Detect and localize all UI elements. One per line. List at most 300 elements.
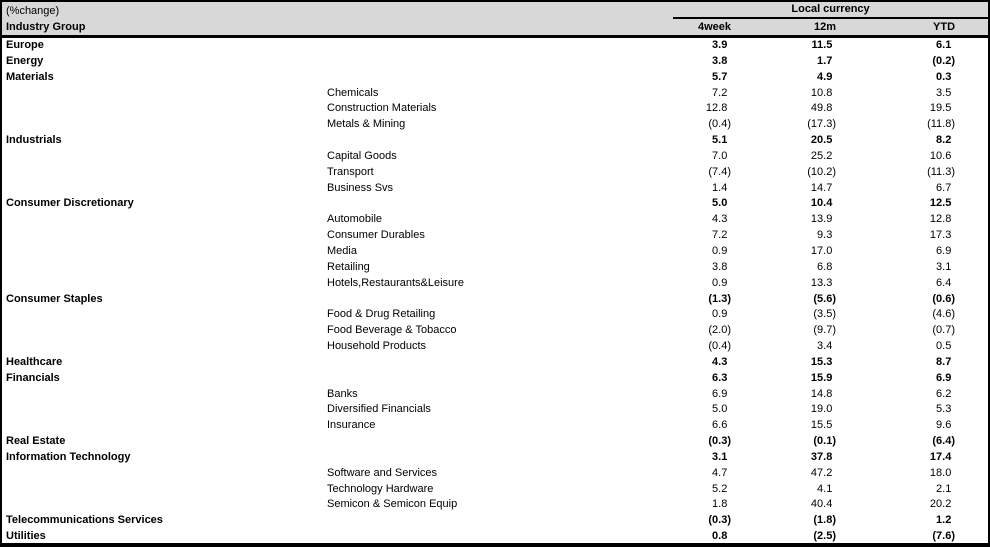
row-spacer: [962, 307, 988, 323]
value-cell: [842, 513, 962, 529]
row-label-subgroup: [327, 371, 662, 387]
row-label-group: [2, 228, 327, 244]
value-cell: [662, 70, 736, 86]
table-row: [2, 181, 988, 197]
value-cell: [736, 387, 842, 403]
value-text: 12.8: [705, 102, 728, 115]
value-cell: [662, 497, 736, 513]
value-text: 6.7: [936, 181, 952, 194]
table-row: [2, 70, 988, 86]
row-label-subgroup: [327, 37, 662, 54]
value-text: 3.1: [936, 260, 952, 273]
table-row: [2, 450, 988, 466]
row-label-subgroup: Software and Services: [327, 466, 438, 479]
value-cell: [842, 466, 962, 482]
value-text: 20.5: [810, 134, 833, 147]
value-text: (1.8): [813, 514, 837, 527]
value-text: 6.4: [936, 276, 952, 289]
value-cell: [662, 307, 736, 323]
value-text: 5.7: [712, 70, 728, 83]
value-text: 5.0: [712, 403, 728, 416]
row-label-group: Healthcare: [6, 355, 63, 368]
value-text: (10.2): [807, 165, 837, 178]
value-cell: [662, 196, 736, 212]
value-cell: [662, 339, 736, 355]
value-cell: [842, 450, 962, 466]
value-text: 9.6: [936, 419, 952, 432]
row-label-subgroup: Banks: [327, 387, 358, 400]
row-label-subgroup: Transport: [327, 165, 374, 178]
value-text: 18.0: [929, 466, 952, 479]
table-row: [2, 54, 988, 70]
row-label-subgroup: Metals & Mining: [327, 118, 406, 131]
value-text: 0.9: [712, 308, 728, 321]
value-text: 17.0: [810, 244, 833, 257]
value-cell: [736, 482, 842, 498]
value-text: 10.8: [810, 86, 833, 99]
value-text: 15.9: [810, 371, 833, 384]
value-text: (0.4): [708, 118, 732, 131]
unit-label: (%change): [2, 2, 662, 19]
value-cell: [736, 149, 842, 165]
value-cell: [736, 418, 842, 434]
table-body: [2, 37, 988, 546]
value-text: 14.7: [810, 181, 833, 194]
row-label-subgroup: [327, 70, 662, 86]
row-label-subgroup: Capital Goods: [327, 149, 397, 162]
value-text: 47.2: [810, 466, 833, 479]
table-row: [2, 371, 988, 387]
value-text: 6.8: [817, 260, 833, 273]
row-spacer: [962, 482, 988, 498]
value-text: 6.3: [712, 371, 728, 384]
value-text: 0.9: [712, 276, 728, 289]
value-text: 10.4: [810, 197, 833, 210]
value-cell: [842, 355, 962, 371]
row-spacer: [962, 260, 988, 276]
value-cell: [842, 307, 962, 323]
value-cell: [842, 212, 962, 228]
value-cell: [662, 276, 736, 292]
value-text: 7.2: [712, 86, 728, 99]
value-text: 6.9: [936, 244, 952, 257]
value-cell: [736, 450, 842, 466]
row-label-subgroup: Media: [327, 244, 357, 257]
value-cell: [842, 101, 962, 117]
table-row: [2, 482, 988, 498]
value-text: 17.4: [929, 450, 952, 463]
table-row: [2, 212, 988, 228]
value-text: 4.3: [712, 355, 728, 368]
row-spacer: [962, 149, 988, 165]
value-text: (1.3): [708, 292, 732, 305]
value-cell: [842, 181, 962, 197]
value-text: (4.6): [932, 308, 956, 321]
value-cell: [662, 387, 736, 403]
row-label-group: [2, 165, 327, 181]
value-cell: [736, 529, 842, 545]
value-cell: [736, 165, 842, 181]
value-cell: [662, 165, 736, 181]
value-text: 9.3: [817, 229, 833, 242]
value-cell: [736, 497, 842, 513]
value-text: (3.5): [813, 308, 837, 321]
table-row: [2, 244, 988, 260]
value-cell: [842, 244, 962, 260]
column-header-ytd: YTD: [842, 19, 962, 37]
value-text: 6.9: [712, 387, 728, 400]
value-cell: [662, 513, 736, 529]
value-text: 4.1: [817, 482, 833, 495]
value-cell: [662, 101, 736, 117]
value-cell: [736, 101, 842, 117]
header-spacer: [962, 19, 988, 37]
value-text: (7.4): [708, 165, 732, 178]
value-text: 0.8: [712, 530, 728, 543]
row-spacer: [962, 101, 988, 117]
value-cell: [736, 292, 842, 308]
row-spacer: [962, 450, 988, 466]
value-cell: [842, 117, 962, 133]
row-spacer: [962, 402, 988, 418]
value-cell: [736, 196, 842, 212]
row-header-label: Industry Group: [2, 19, 662, 37]
row-spacer: [962, 292, 988, 308]
value-cell: [842, 133, 962, 149]
value-text: 4.7: [712, 466, 728, 479]
value-cell: [842, 70, 962, 86]
value-cell: [842, 54, 962, 70]
row-label-subgroup: [327, 54, 662, 70]
value-cell: [842, 228, 962, 244]
row-label-group: [2, 339, 327, 355]
value-text: 11.5: [811, 39, 833, 51]
row-spacer: [962, 196, 988, 212]
row-label-subgroup: Household Products: [327, 340, 427, 353]
value-cell: [662, 323, 736, 339]
table-row: [2, 323, 988, 339]
value-cell: [662, 228, 736, 244]
row-label-group: Financials: [6, 371, 60, 384]
value-text: 4.9: [817, 70, 833, 83]
value-cell: [736, 276, 842, 292]
table-row: [2, 276, 988, 292]
table-row: [2, 37, 988, 54]
value-text: (0.2): [932, 54, 956, 67]
table-row: [2, 497, 988, 513]
value-text: (2.0): [708, 324, 732, 337]
row-label-group: Industrials: [6, 134, 62, 147]
value-cell: [662, 418, 736, 434]
value-cell: [842, 260, 962, 276]
value-text: 13.9: [810, 213, 833, 226]
value-cell: [662, 244, 736, 260]
value-cell: [842, 529, 962, 545]
row-label-subgroup: Technology Hardware: [327, 482, 434, 495]
row-label-group: Europe: [6, 39, 44, 51]
row-label-group: Energy: [6, 54, 44, 67]
value-cell: [842, 292, 962, 308]
value-text: 7.2: [712, 229, 728, 242]
value-cell: [662, 529, 736, 545]
row-label-group: [2, 418, 327, 434]
value-cell: [662, 371, 736, 387]
row-label-group: Consumer Discretionary: [6, 197, 134, 210]
row-spacer: [962, 434, 988, 450]
value-cell: [662, 482, 736, 498]
row-label-group: Telecommunications Services: [6, 514, 163, 527]
value-cell: [842, 387, 962, 403]
table-row: [2, 418, 988, 434]
value-text: 5.0: [712, 197, 728, 210]
table-row: [2, 529, 988, 545]
table-row: [2, 466, 988, 482]
row-label-subgroup: [327, 355, 662, 371]
row-spacer: [962, 86, 988, 102]
row-label-group: [2, 149, 327, 165]
value-text: 5.1: [712, 134, 728, 147]
value-cell: [662, 355, 736, 371]
table-row: [2, 292, 988, 308]
row-label-subgroup: [327, 434, 662, 450]
group-header-cell: [662, 2, 988, 19]
row-label-group: [2, 307, 327, 323]
row-label-subgroup: [327, 133, 662, 149]
row-spacer: [962, 181, 988, 197]
row-label-group: Consumer Staples: [6, 292, 103, 305]
value-cell: [842, 323, 962, 339]
value-cell: [662, 37, 736, 54]
value-cell: [842, 276, 962, 292]
value-text: (2.5): [813, 530, 837, 543]
value-cell: [662, 212, 736, 228]
value-text: 10.6: [929, 149, 952, 162]
table-row: [2, 117, 988, 133]
value-text: (7.6): [932, 530, 956, 543]
value-text: (0.4): [708, 340, 732, 353]
value-text: 5.2: [712, 482, 728, 495]
value-cell: [736, 466, 842, 482]
row-spacer: [962, 466, 988, 482]
row-label-subgroup: Semicon & Semicon Equip: [327, 498, 458, 511]
value-cell: [736, 212, 842, 228]
row-label-group: [2, 323, 327, 339]
row-label-group: Information Technology: [6, 450, 131, 463]
value-cell: [736, 133, 842, 149]
value-cell: [662, 434, 736, 450]
row-label-group: Materials: [6, 70, 54, 83]
value-cell: [736, 117, 842, 133]
row-label-group: [2, 497, 327, 513]
row-spacer: [962, 165, 988, 181]
row-label-group: [2, 101, 327, 117]
value-cell: [736, 228, 842, 244]
row-label-subgroup: Diversified Financials: [327, 403, 431, 416]
value-text: 40.4: [810, 498, 833, 511]
row-spacer: [962, 117, 988, 133]
row-label-group: Real Estate: [6, 435, 66, 448]
value-text: 3.8: [712, 54, 728, 67]
table-row: [2, 339, 988, 355]
value-cell: [736, 513, 842, 529]
row-spacer: [962, 323, 988, 339]
table-row: [2, 133, 988, 149]
value-cell: [736, 402, 842, 418]
value-text: 12.5: [929, 197, 952, 210]
value-text: 6.2: [936, 387, 952, 400]
table-row: [2, 355, 988, 371]
value-cell: [842, 86, 962, 102]
value-cell: [662, 181, 736, 197]
table-row: [2, 387, 988, 403]
group-header-label: Local currency: [673, 2, 988, 19]
value-text: 1.8: [712, 498, 728, 511]
value-text: 37.8: [810, 450, 833, 463]
value-text: (0.3): [708, 514, 732, 527]
value-cell: [842, 149, 962, 165]
value-cell: [662, 149, 736, 165]
row-label-subgroup: Business Svs: [327, 181, 394, 194]
row-label-group: [2, 181, 327, 197]
header-row-group: [2, 2, 988, 19]
row-label-group: [2, 244, 327, 260]
table-row: [2, 86, 988, 102]
table-row: [2, 260, 988, 276]
value-text: 8.2: [936, 134, 952, 147]
table-row: [2, 434, 988, 450]
row-label-group: [2, 212, 327, 228]
header-row-columns: [2, 19, 988, 37]
row-spacer: [962, 37, 988, 54]
row-label-subgroup: [327, 196, 662, 212]
value-cell: [842, 497, 962, 513]
value-text: (17.3): [807, 118, 837, 131]
row-label-subgroup: Chemicals: [327, 86, 379, 99]
value-cell: [662, 86, 736, 102]
value-cell: [736, 434, 842, 450]
value-cell: [736, 371, 842, 387]
value-cell: [736, 323, 842, 339]
row-spacer: [962, 371, 988, 387]
value-text: 1.7: [817, 54, 833, 67]
value-cell: [736, 244, 842, 260]
row-label-subgroup: Insurance: [327, 419, 376, 432]
value-text: 25.2: [810, 149, 833, 162]
row-spacer: [962, 212, 988, 228]
value-text: 3.9: [712, 39, 728, 51]
value-text: 12.8: [929, 213, 952, 226]
row-label-group: [2, 276, 327, 292]
row-spacer: [962, 418, 988, 434]
row-spacer: [962, 513, 988, 529]
value-text: 0.9: [712, 244, 728, 257]
table-row: [2, 149, 988, 165]
row-label-group: [2, 260, 327, 276]
value-text: 20.2: [929, 498, 952, 511]
value-text: 4.3: [712, 213, 728, 226]
value-cell: [736, 86, 842, 102]
row-label-subgroup: Automobile: [327, 213, 383, 226]
row-label-subgroup: Construction Materials: [327, 102, 437, 115]
value-cell: [662, 117, 736, 133]
row-label-group: [2, 86, 327, 102]
value-cell: [662, 54, 736, 70]
value-cell: [662, 292, 736, 308]
value-cell: [842, 37, 962, 54]
value-text: 6.1: [936, 39, 952, 51]
row-spacer: [962, 339, 988, 355]
value-text: 13.3: [810, 276, 833, 289]
value-text: (0.1): [813, 435, 837, 448]
value-text: 3.5: [936, 86, 952, 99]
value-cell: [736, 307, 842, 323]
row-spacer: [962, 70, 988, 86]
row-label-group: [2, 466, 327, 482]
row-label-subgroup: Hotels,Restaurants&Leisure: [327, 276, 464, 289]
value-text: 3.8: [712, 260, 728, 273]
column-header-4week: 4week: [662, 19, 736, 37]
row-spacer: [962, 54, 988, 70]
table-row: [2, 513, 988, 529]
row-spacer: [962, 529, 988, 545]
value-text: 3.4: [817, 340, 833, 353]
data-table: [2, 2, 988, 545]
value-cell: [662, 450, 736, 466]
row-label-group: [2, 482, 327, 498]
table-row: [2, 228, 988, 244]
value-cell: [842, 402, 962, 418]
row-label-subgroup: Consumer Durables: [327, 229, 425, 242]
value-text: 6.6: [712, 419, 728, 432]
row-label-subgroup: [327, 292, 662, 308]
value-cell: [736, 339, 842, 355]
row-label-group: [2, 387, 327, 403]
row-label-subgroup: Food Beverage & Tobacco: [327, 324, 457, 337]
value-text: 7.0: [712, 149, 728, 162]
value-text: 15.3: [810, 355, 833, 368]
value-cell: [736, 54, 842, 70]
value-cell: [662, 466, 736, 482]
value-text: 3.1: [712, 450, 728, 463]
value-text: 19.0: [810, 403, 833, 416]
row-spacer: [962, 244, 988, 260]
row-label-group: Utilities: [6, 530, 46, 543]
value-text: 19.5: [929, 102, 952, 115]
value-cell: [662, 133, 736, 149]
table-row: [2, 101, 988, 117]
row-label-subgroup: [327, 513, 662, 529]
value-text: (11.3): [927, 165, 956, 178]
value-text: 0.3: [936, 70, 952, 83]
value-cell: [842, 482, 962, 498]
row-label-group: [2, 117, 327, 133]
value-text: (11.8): [927, 118, 956, 131]
table-header: [2, 2, 988, 37]
table-row: [2, 196, 988, 212]
column-header-12m: 12m: [736, 19, 842, 37]
row-spacer: [962, 497, 988, 513]
value-text: 49.8: [810, 102, 833, 115]
value-text: (6.4): [932, 435, 956, 448]
value-cell: [736, 181, 842, 197]
table-row: [2, 165, 988, 181]
value-text: 6.9: [936, 371, 952, 384]
value-text: (0.7): [932, 324, 956, 337]
row-label-subgroup: Food & Drug Retailing: [327, 308, 436, 321]
value-cell: [662, 260, 736, 276]
row-spacer: [962, 228, 988, 244]
value-text: 1.4: [712, 181, 728, 194]
